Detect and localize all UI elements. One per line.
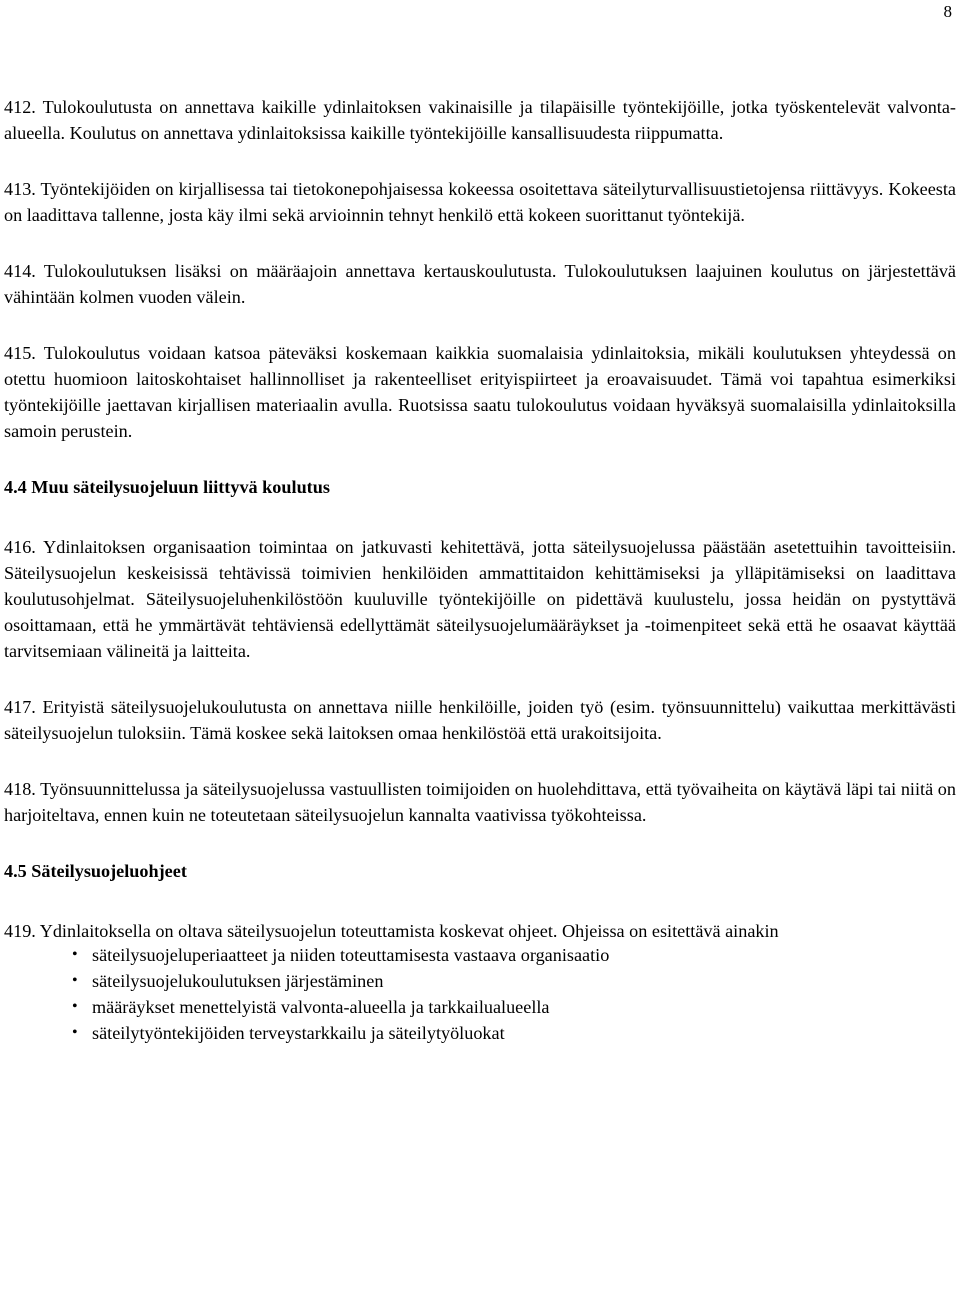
list-item [4,968,956,994]
page-number: 8 [943,2,952,21]
bullet-icon: • [72,972,78,989]
paragraph-412: 412. Tulokoulutusta on annettava kaikille ydinlaitoksen vakinaisille ja tilapäisille työntekijöille, jotka työskentelevät valvonta-alueella. Koulutus on annettava ydinlaitoksissa kaikille työntekijöille kansallisuudesta riippumatta. [4,97,956,143]
bullet-icon: • [72,946,78,963]
bullet-list [4,942,956,1046]
list-item-text: säteilysuojeluperiaatteet ja niiden toteuttamisesta vastaava organisaatio [92,945,610,965]
paragraph-418: 418. Työnsuunnittelussa ja säteilysuojelussa vastuullisten toimijoiden on huolehdittava, että työvaiheita on käytävä läpi tai niitä on harjoiteltava, ennen kuin ne toteutetaan säteilysuojelun kannalta vaativissa työkohteissa. [4,779,956,825]
paragraph-419: 419. Ydinlaitoksella on oltava säteilysuojelun toteuttamista koskevat ohjeet. Ohjeissa on esitettävä ainakin [4,921,779,941]
list-item-text: säteilytyöntekijöiden terveystarkkailu ja säteilytyöluokat [92,1023,505,1043]
list-item [4,942,956,968]
paragraph-417: 417. Erityistä säteilysuojelukoulutusta on annettava niille henkilöille, joiden työ (esim. työnsuunnittelu) vaikuttaa merkittävästi säteilysuojelun tuloksiin. Tämä koskee sekä laitoksen omaa henkilöstöä että urakoitsijoita. [4,697,956,743]
list-item [4,1020,956,1046]
list-item-text: säteilysuojelukoulutuksen järjestäminen [92,971,384,991]
section-heading-4-4: 4.4 Muu säteilysuojeluun liittyvä koulutus [4,477,330,497]
paragraph-413: 413. Työntekijöiden on kirjallisessa tai tietokonepohjaisessa kokeessa osoitettava säteilyturvallisuustietojensa riittävyys. Kokeesta on laadittava tallenne, josta käy ilmi sekä arvioinnin tehnyt henkilö että kokeen suorittanut työntekijä. [4,179,956,225]
paragraph-416: 416. Ydinlaitoksen organisaation toimintaa on jatkuvasti kehitettävä, jotta säteilysuojelussa päästään asetettuihin tavoitteisiin. Säteilysuojelun keskeisissä tehtävissä toimivien henkilöiden ammattitaidon kehittämiseksi ja ylläpitämiseksi on laadittava koulutusohjelmat. Säteilysuojeluhenkilöstöön kuuluville työntekijöille on pidettävä kuulustelu, jossa heidän on pystyttävä osoittamaan, että he ymmärtävät tehtäviensä edellyttämät säteilysuojelumääräykset ja -toimenpiteet sekä että he osaavat käyttää tarvitsemiaan välineitä ja laitteita. [4,537,956,661]
bullet-icon: • [72,1024,78,1041]
paragraph-415: 415. Tulokoulutus voidaan katsoa päteväksi koskemaan kaikkia suomalaisia ydinlaitoksia, mikäli koulutuksen yhteydessä on otettu huomioon laitoskohtaiset hallinnolliset ja rakenteelliset erityispiirteet ja eroavaisuudet. Tämä voi tapahtua esimerkiksi työntekijöille jaettavan kirjallisen materiaalin avulla. Ruotsissa saatu tulokoulutus voidaan hyväksyä suomalaisilla ydinlaitoksilla samoin perustein. [4,343,956,441]
document-body [4,94,956,1046]
list-item-text: määräykset menettelyistä valvonta-alueella ja tarkkailualueella [92,997,550,1017]
paragraph-414: 414. Tulokoulutuksen lisäksi on määräajoin annettava kertauskoulutusta. Tulokoulutuksen laajuinen koulutus on järjestettävä vähintään kolmen vuoden välein. [4,261,956,307]
bullet-icon: • [72,998,78,1015]
section-heading-4-5: 4.5 Säteilysuojeluohjeet [4,861,187,881]
list-item [4,994,956,1020]
